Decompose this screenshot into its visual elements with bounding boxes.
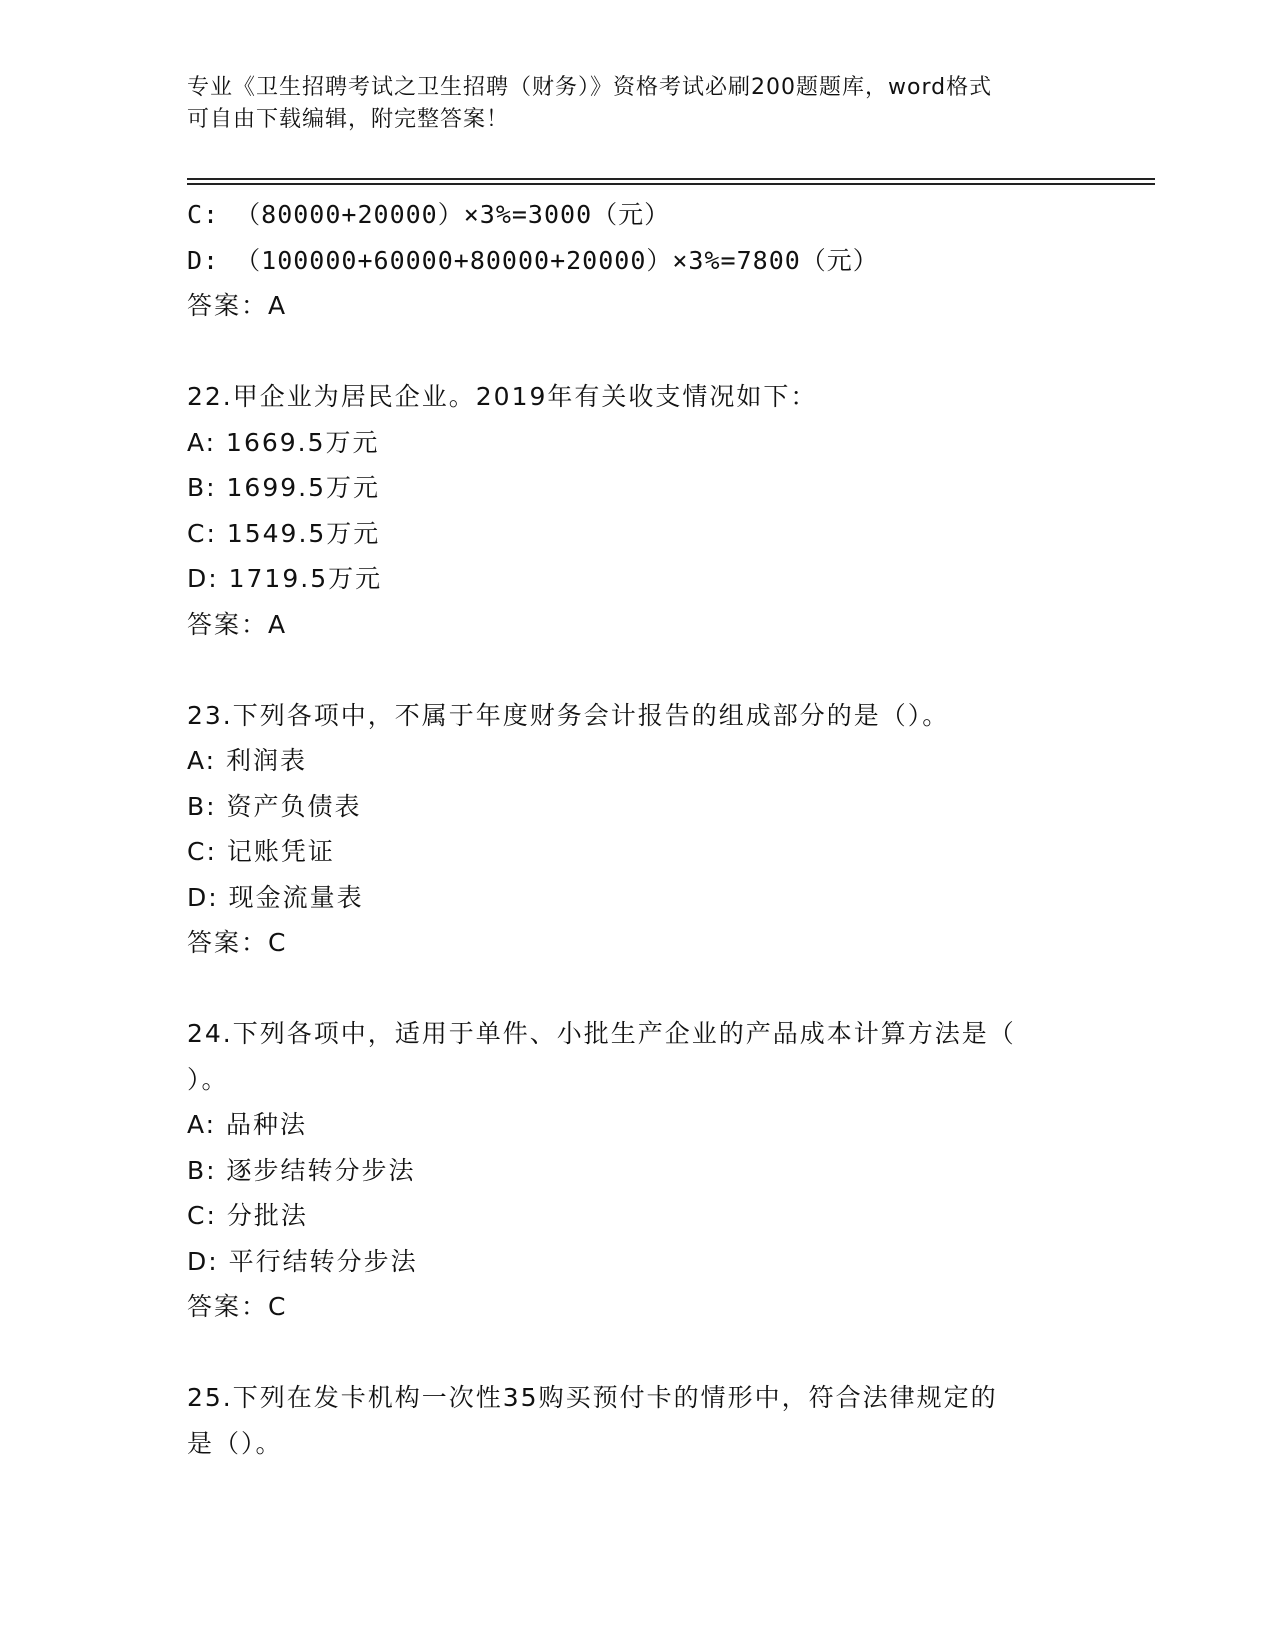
q23-answer: 答案：C [187,928,288,957]
spacer [187,647,1087,693]
q22-option-d: D: 1719.5万元 [187,564,383,593]
q23-option-b: B: 资产负债表 [187,791,362,821]
q25-stem-line-1: 25.下列在发卡机构一次性35购买预付卡的情形中，符合法律规定的 [187,1383,998,1412]
q24-option-b: B: 逐步结转分步法 [187,1155,416,1185]
header-divider-bottom [187,183,1155,185]
question-list [187,192,1087,1466]
q24-answer: 答案：C [187,1292,288,1321]
q23-stem: 23.下列各项中，不属于年度财务会计报告的组成部分的是（）。 [187,700,950,730]
q25-stem-line-2: 是（）。 [187,1428,283,1458]
header-line-2: 可自由下载编辑，附完整答案！ [187,107,510,132]
q22-stem: 22.甲企业为居民企业。2019年有关收支情况如下： [187,382,818,411]
q24-stem-line-2: ）。 [187,1064,229,1094]
header-divider-top [187,178,1155,180]
spacer [187,966,1087,1012]
q22-option-c: C: 1549.5万元 [187,518,381,548]
q24-option-d: D: 平行结转分步法 [187,1246,418,1276]
q24-option-c: C: 分批法 [187,1201,308,1230]
prev-answer: 答案：A [187,291,288,320]
q24-option-a: A: 品种法 [187,1110,308,1139]
q23-option-d: D: 现金流量表 [187,882,364,912]
q23-option-c: C: 记账凭证 [187,837,335,866]
prev-option-c: C: （80000+20000）×3%=3000（元） [187,200,671,229]
prev-option-d: D: （100000+60000+80000+20000）×3%=7800（元） [187,245,879,275]
q23-option-a: A: 利润表 [187,746,308,775]
q22-option-b: B: 1699.5万元 [187,473,380,502]
spacer [187,329,1087,375]
q22-option-a: A: 1669.5万元 [187,427,380,457]
spacer [187,1330,1087,1376]
document-header [187,72,1087,136]
q24-stem-line-1: 24.下列各项中，适用于单件、小批生产企业的产品成本计算方法是（ [187,1019,1016,1048]
q22-answer: 答案：A [187,609,288,639]
header-line-1: 专业《卫生招聘考试之卫生招聘（财务）》资格考试必刷200题题库，word格式 [187,75,993,100]
